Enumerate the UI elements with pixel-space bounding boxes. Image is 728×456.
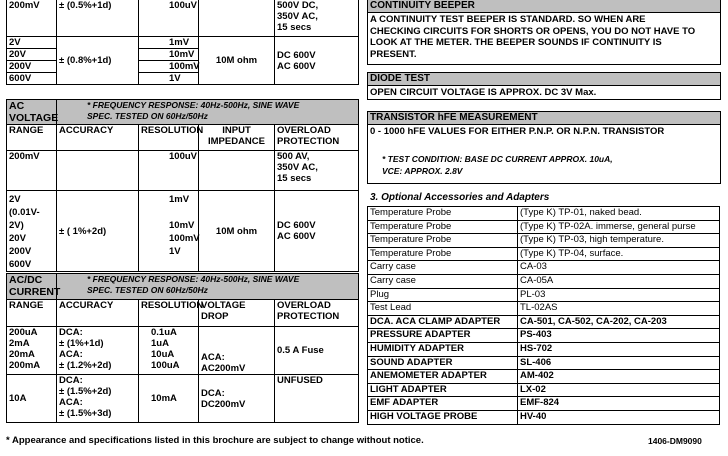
acv-ranges: 2V (0.01V-2V) 20V 200V 600V <box>7 191 57 272</box>
dcv-resolution: 100uV <box>139 0 199 37</box>
acdc-ranges-a: 200uA 2mA 20mA 200mA <box>7 327 57 375</box>
accessory-code: AM-402 <box>518 370 720 384</box>
accessories-title: 3. Optional Accessories and Adapters <box>370 192 550 203</box>
acdc-resolution-b: 10mA <box>139 375 199 423</box>
dcv-range: 200V <box>7 61 57 73</box>
accessory-row <box>368 288 720 302</box>
accessory-name: Carry case <box>368 261 518 275</box>
accessory-name: EMF ADAPTER <box>368 397 518 411</box>
accessory-code: HS-702 <box>518 342 720 356</box>
accessory-code: CA-05A <box>518 274 720 288</box>
accessory-name: Temperature Probe <box>368 207 518 221</box>
accessory-code: PL-03 <box>518 288 720 302</box>
accessory-code: EMF-824 <box>518 397 720 411</box>
accessory-code: SL-406 <box>518 356 720 370</box>
accessory-name: HIGH VOLTAGE PROBE <box>368 410 518 424</box>
acv-title: AC VOLTAGE <box>7 100 57 125</box>
dcv-resolution: 1V <box>139 73 199 85</box>
accessory-name: DCA. ACA CLAMP ADAPTER <box>368 315 518 329</box>
accessory-code: HV-40 <box>518 410 720 424</box>
transistor-body: 0 - 1000 hFE VALUES FOR EITHER P.N.P. OR N.P.N. TRANSISTOR <box>370 126 665 137</box>
accessory-name: Plug <box>368 288 518 302</box>
accessory-code: CA-501, CA-502, CA-202, CA-203 <box>518 315 720 329</box>
accessory-name: HUMIDITY ADAPTER <box>368 342 518 356</box>
diode-section <box>367 72 721 100</box>
transistor-section <box>367 111 721 184</box>
transistor-note: * TEST CONDITION: BASE DC CURRENT APPROX. 10uA, VCE: APPROX. 2.8V <box>382 153 613 176</box>
acv-header-impedance: INPUT IMPEDANCE <box>199 125 275 151</box>
acdc-title: AC/DC CURRENT <box>7 274 57 300</box>
acdc-header-resolution: RESOLUTION <box>139 300 199 327</box>
accessory-row <box>368 220 720 234</box>
acdc-note: * FREQUENCY RESPONSE: 40Hz-500Hz, SINE WAVE SPEC. TESTED ON 60Hz/50Hz <box>57 274 359 300</box>
accessory-row <box>368 410 720 424</box>
continuity-body: A CONTINUITY TEST BEEPER IS STANDARD. SO WHEN ARE CHECKING CIRCUITS FOR SHORTS OR OPENS, YOU DO NOT HAVE TO LOOK AT THE METER. THE BEEPER SOUNDS IF CONTINUITY IS PRESENT. <box>370 14 696 60</box>
continuity-section <box>367 0 721 65</box>
ac-voltage-table <box>6 99 359 272</box>
dcv-range: 600V <box>7 73 57 85</box>
dcv-impedance: 10M ohm <box>199 37 275 85</box>
continuity-title: CONTINUITY BEEPER <box>368 0 720 13</box>
acdc-protection-a: 0.5 A Fuse <box>275 327 359 375</box>
acdc-header-range: RANGE <box>7 300 57 327</box>
dcv-range: 2V <box>7 37 57 49</box>
accessory-name: LIGHT ADAPTER <box>368 383 518 397</box>
accessory-code: CA-03 <box>518 261 720 275</box>
accessory-name: Test Lead <box>368 302 518 316</box>
transistor-title: TRANSISTOR hFE MEASUREMENT <box>368 112 720 125</box>
dcv-resolution: 1mV <box>139 37 199 49</box>
accessory-row <box>368 397 720 411</box>
acv-resolutions: 1mV 10mV 100mV 1V <box>139 191 199 272</box>
acdc-protection-b: UNFUSED <box>275 375 359 423</box>
accessory-row <box>368 370 720 384</box>
accessory-code: TL-02AS <box>518 302 720 316</box>
accessory-code: (Type K) TP-04, surface. <box>518 247 720 261</box>
acv-header-accuracy: ACCURACY <box>57 125 139 151</box>
acdc-header-accuracy: ACCURACY <box>57 300 139 327</box>
acdc-accuracy-b: DCA: ± (1.5%+2d) ACA: ± (1.5%+3d) <box>57 375 139 423</box>
dcv-protection: 500V DC, 350V AC, 15 secs <box>275 0 359 37</box>
accessory-name: Temperature Probe <box>368 234 518 248</box>
accessory-name: PRESSURE ADAPTER <box>368 329 518 343</box>
accessory-row <box>368 234 720 248</box>
accessory-row <box>368 356 720 370</box>
accessory-row <box>368 315 720 329</box>
acdc-accuracy-a: DCA: ± (1%+1d) ACA: ± (1.2%+2d) <box>57 327 139 375</box>
acv-impedance: 10M ohm <box>199 191 275 272</box>
accessory-code: (Type K) TP-02A. immerse, general purse <box>518 220 720 234</box>
acdc-drop-b: DCA: DC200mV <box>199 375 275 423</box>
accessory-row <box>368 207 720 221</box>
acv-accuracy: ± ( 1%+2d) <box>57 191 139 272</box>
accessory-row <box>368 342 720 356</box>
accessory-name: SOUND ADAPTER <box>368 356 518 370</box>
accessory-row <box>368 302 720 316</box>
acv-header-resolution: RESOLUTION <box>139 125 199 151</box>
acdc-header-drop: VOLTAGE DROP <box>199 300 275 327</box>
dcv-range: 20V <box>7 49 57 61</box>
acv-protection: DC 600V AC 600V <box>275 191 359 272</box>
dcv-resolution: 10mV <box>139 49 199 61</box>
accessory-row <box>368 383 720 397</box>
diode-body: OPEN CIRCUIT VOLTAGE IS APPROX. DC 3V Max. <box>370 87 597 98</box>
accessory-name: ANEMOMETER ADAPTER <box>368 370 518 384</box>
accessory-code: (Type K) TP-03, high temperature. <box>518 234 720 248</box>
footer-note: * Appearance and specifications listed in this brochure are subject to change without notice. <box>6 435 424 446</box>
acv-header-protection: OVERLOAD PROTECTION <box>275 125 359 151</box>
acv-protection: 500 AV, 350V AC, 15 secs <box>275 151 359 191</box>
acdc-range-b: 10A <box>7 375 57 423</box>
accessory-name: Temperature Probe <box>368 247 518 261</box>
acv-range: 200mV <box>7 151 57 191</box>
footer-code: 1406-DM9090 <box>648 436 702 446</box>
dcv-accuracy: ± (0.8%+1d) <box>57 37 139 85</box>
accessory-row <box>368 247 720 261</box>
accessory-code: (Type K) TP-01, naked bead. <box>518 207 720 221</box>
acdc-resolution-a: 0.1uA 1uA 10uA 100uA <box>139 327 199 375</box>
acdc-header-protection: OVERLOAD PROTECTION <box>275 300 359 327</box>
accessory-row <box>368 329 720 343</box>
dcv-resolution: 100mV <box>139 61 199 73</box>
diode-title: DIODE TEST <box>368 73 720 86</box>
acv-header-range: RANGE <box>7 125 57 151</box>
dcv-protection: DC 600V AC 600V <box>275 37 359 85</box>
accessory-code: LX-02 <box>518 383 720 397</box>
acv-resolution: 100uV <box>139 151 199 191</box>
accessory-name: Carry case <box>368 274 518 288</box>
accessory-code: PS-403 <box>518 329 720 343</box>
dcv-range: 200mV <box>7 0 57 37</box>
accessory-row <box>368 261 720 275</box>
acdc-current-table <box>6 273 359 423</box>
acdc-drop-a: ACA: AC200mV <box>199 327 275 375</box>
accessory-name: Temperature Probe <box>368 220 518 234</box>
acv-note: * FREQUENCY RESPONSE: 40Hz-500Hz, SINE WAVE SPEC. TESTED ON 60Hz/50Hz <box>57 100 359 125</box>
accessory-row <box>368 274 720 288</box>
dc-voltage-table <box>6 0 359 85</box>
dcv-accuracy: ± (0.5%+1d) <box>57 0 139 37</box>
accessories-table <box>367 206 720 425</box>
